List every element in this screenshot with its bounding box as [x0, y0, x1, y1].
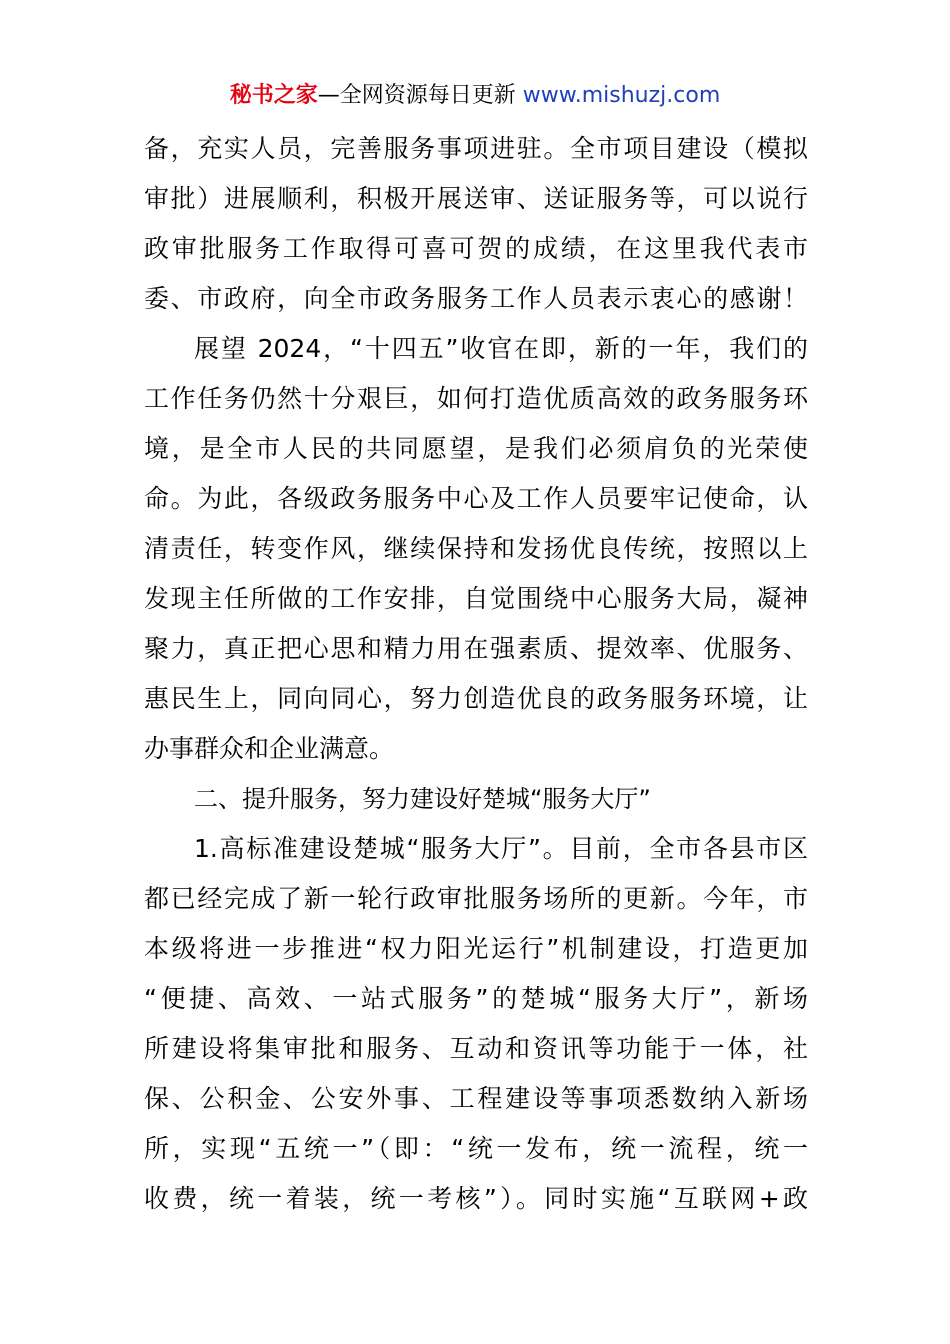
text-line: 审批）进展顺利，积极开展送审、送证服务等，可以说行 [144, 184, 808, 213]
text-line: 本级将进一步推进“权力阳光运行”机制建设，打造更加 [144, 934, 808, 963]
section-heading: 二、提升服务，努力建设好楚城“服务大厅” [194, 785, 651, 813]
text-line: 聚力，真正把心思和精力用在强素质、提效率、优服务、 [144, 634, 808, 663]
subsection-heading-line: 1.高标准建设楚城“服务大厅”。目前，全市各县市区 [194, 834, 808, 863]
text-line: 发现主任所做的工作安排，自觉围绕中心服务大局，凝神 [144, 584, 808, 613]
text-line: 清责任，转变作风，继续保持和发扬优良传统，按照以上 [144, 534, 808, 563]
paragraph-start-line: 展望 2024，“十四五”收官在即，新的一年，我们的 [194, 334, 808, 363]
text-line: 所建设将集审批和服务、互动和资讯等功能于一体，社 [144, 1034, 808, 1063]
site-header [0, 78, 950, 114]
site-brand: 秘书之家 [229, 83, 318, 108]
text-line: “便捷、高效、一站式服务”的楚城“服务大厅”，新场 [144, 984, 808, 1013]
paragraph-end-line: 办事群众和企业满意。 [144, 734, 395, 763]
site-url-link[interactable]: www.mishuzj.com [522, 83, 721, 108]
header-tagline: 全网资源每日更新 [339, 83, 516, 108]
text-line: 收费，统一着装，统一考核”）。同时实施“互联网+政 [144, 1184, 808, 1213]
text-line: 政审批服务工作取得可喜可贺的成绩，在这里我代表市 [144, 234, 808, 263]
text-line: 境，是全市人民的共同愿望，是我们必须肩负的光荣使 [144, 434, 808, 463]
header-separator: — [317, 83, 340, 108]
text-line: 备，充实人员，完善服务事项进驻。全市项目建设（模拟 [144, 134, 808, 163]
text-line: 保、公积金、公安外事、工程建设等事项悉数纳入新场 [144, 1084, 808, 1113]
document-body [144, 124, 808, 1224]
text-line: 都已经完成了新一轮行政审批服务场所的更新。今年，市 [144, 884, 808, 913]
text-line: 惠民生上，同向同心，努力创造优良的政务服务环境，让 [144, 684, 808, 713]
text-line: 工作任务仍然十分艰巨，如何打造优质高效的政务服务环 [144, 384, 808, 413]
text-line: 所，实现“五统一”（即：“统一发布，统一流程，统一 [144, 1134, 808, 1163]
text-line: 委、市政府，向全市政务服务工作人员表示衷心的感谢！ [144, 284, 808, 313]
text-line: 命。为此，各级政务服务中心及工作人员要牢记使命，认 [144, 484, 808, 513]
